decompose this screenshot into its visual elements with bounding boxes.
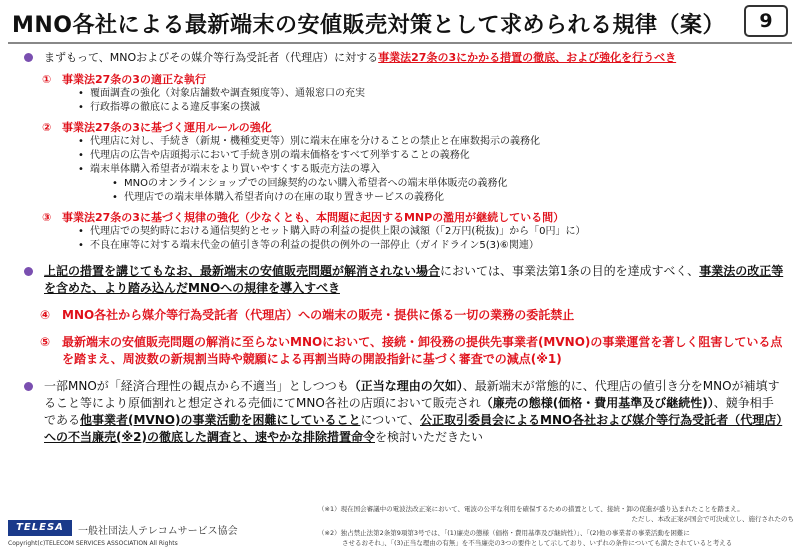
measure-item-1 (24, 72, 784, 87)
sub-point-text: 代理店の広告や店頭掲示において手続き別の端末価格をすべて列挙することの義務化 (90, 150, 470, 161)
bullet3-emphasis: 公正取引委員会によるMNO各社および媒介等行為受託者（代理店）への不当廉売(※2)の徹底した調査と、速やかな排除措置命令 (44, 413, 783, 444)
bullet-item-3 (24, 378, 784, 446)
sub-sub-point (24, 191, 784, 205)
sub-sub-point (24, 177, 784, 191)
footnote-1-line-1: （※1）現在国会審議中の電波法改正案において、電波の公平な利用を確保するための措置として、接続・卸の促進が盛り込まれたことを踏まえ。 (318, 505, 744, 513)
item-number: ④ (40, 308, 51, 322)
title-bar (0, 0, 800, 46)
item-number: ① (42, 73, 52, 86)
footnotes (318, 504, 794, 548)
copyright-text: Copyright(c)TELECOM SERVICES ASSOCIATION All Rights (8, 540, 178, 547)
sub-point-text: 代理店での契約時における通信契約とセット購入時の利益の提供上限の減額（「2万円(税抜)」から「0円」に） (90, 226, 586, 237)
sub-point (24, 87, 784, 101)
bullet-dot-icon (24, 267, 33, 276)
page-number-badge: 9 (744, 5, 788, 37)
measure-item-3 (24, 210, 784, 225)
bullet3-text: を検討いただきたい (375, 430, 484, 444)
item-title: 事業法27条の3の適正な執行 (62, 73, 206, 86)
small-bullet-icon: • (78, 150, 84, 161)
bullet3-text: 、最新端末が常態的に、代理店の値引き分をMNOが補填すること等により原価割れと想定される売価にてMNO各社の店頭において販売され (44, 379, 780, 410)
bullet3-text: 、競争相手である (44, 396, 774, 427)
sub-sub-point-text: 代理店での端末単体購入希望者向けの在庫の取り置きサービスの義務化 (124, 192, 444, 203)
bullet2-middle: においては、事業法第1条の目的を達成すべく、 (440, 264, 700, 278)
item-title: 事業法27条の3に基づく規律の強化（少なくとも、本問題に起因するMNPの濫用が継続している間） (62, 211, 565, 224)
sub-sub-point-text: MNOのオンラインショップでの回線契約のない購入希望者への端末単体販売の義務化 (124, 178, 508, 189)
sub-point (24, 163, 784, 177)
small-bullet-icon: • (78, 102, 84, 113)
small-bullet-icon: • (112, 192, 118, 203)
bullet1-emphasis: 事業法27条の3にかかる措置の徹底、および強化を行うべき (378, 51, 677, 64)
small-bullet-icon: • (78, 88, 84, 99)
measure-item-5 (24, 334, 784, 368)
sub-point-text: 行政指導の徹底による違反事案の撲滅 (90, 102, 260, 113)
bullet3-text: について、 (360, 413, 420, 427)
measure-item-4 (24, 307, 784, 324)
bullet-dot-icon (24, 382, 33, 391)
sub-point-text: 不良在庫等に対する端末代金の値引き等の利益の提供の例外の一部停止（ガイドライン5(3)⑥関連） (90, 240, 539, 251)
small-bullet-icon: • (78, 136, 84, 147)
main-content (24, 50, 784, 446)
bullet2-emphasis: 上記の措置を講じてもなお、最新端末の安値販売問題が解消されない場合 (44, 264, 441, 278)
bullet-dot-icon (24, 53, 33, 62)
organization-name: 一般社団法人テレコムサービス協会 (78, 526, 238, 537)
telesa-logo: TELESA (8, 520, 72, 536)
item-text: MNO各社から媒介等行為受託者（代理店）への端末の販売・提供に係る一切の業務の委託禁止 (62, 308, 575, 322)
bullet3-emphasis: 他事業者(MVNO)の事業活動を困難にしていること (80, 413, 361, 427)
small-bullet-icon: • (78, 226, 84, 237)
item-text: 最新端末の安値販売問題の解消に至らないMNOにおいて、接続・卸役務の提供先事業者(MVNO)の事業運営を著しく阻害している点を踏まえ、周波数の新規割当時や競願による再割当時の開設指針に基づく審査での減点(※1) (62, 335, 783, 366)
sub-point-text: 端末単体購入希望者が端末をより買いやすくする販売方法の導入 (90, 164, 380, 175)
footnote-2-line-1: （※2）独占禁止法第2条第9項第3号では、「(1)廉売の態様（価格・費用基準及び継続性）」、「(2)他の事業者の事業活動を困難に (318, 529, 690, 537)
sub-point (24, 101, 784, 115)
item-number: ③ (42, 211, 52, 224)
bullet-item-2 (24, 263, 784, 297)
bullet-item-1 (24, 50, 784, 66)
title-divider (8, 42, 792, 44)
footnote-1-line-2: ただし、本改正案が国会で可決成立し、施行されたのち (631, 515, 794, 523)
sub-point (24, 225, 784, 239)
bullet3-text: 一部MNOが「経済合理性の観点から不適当」としつつも (44, 379, 349, 393)
footnote-2-line-2: させるおそれ」、「(3)正当な理由の有無」を不当廉売の3つの要件として示しており、いずれの条件についても満たされていると考える (342, 539, 733, 547)
bullet3-emphasis: （廉売の態様(価格・費用基準及び継続性)） (480, 396, 714, 410)
item-number: ② (42, 121, 52, 134)
sub-point (24, 135, 784, 149)
bullet2-emphasis-2: 事業法の改正等を含めた、より踏み込んだMNOへの規律を導入すべき (44, 264, 784, 295)
page-title: MNO各社による最新端末の安値販売対策として求められる規律（案） (12, 13, 726, 38)
measure-item-2 (24, 120, 784, 135)
small-bullet-icon: • (112, 178, 118, 189)
sub-point (24, 239, 784, 253)
item-title: 事業法27条の3に基づく運用ルールの強化 (62, 121, 272, 134)
sub-point-text: 代理店に対し、手続き（新規・機種変更等）別に端末在庫を分けることの禁止と在庫数掲示の義務化 (90, 136, 540, 147)
bullet3-emphasis: （正当な理由の欠如） (348, 379, 463, 393)
bullet1-lead: まずもって、MNOおよびその媒介等行為受託者（代理店）に対する (44, 51, 379, 64)
sub-point (24, 149, 784, 163)
item-number: ⑤ (40, 335, 51, 349)
sub-point-text: 覆面調査の強化（対象店舗数や調査頻度等）、通報窓口の充実 (90, 88, 365, 99)
small-bullet-icon: • (78, 240, 84, 251)
small-bullet-icon: • (78, 164, 84, 175)
footer-logo-block (4, 516, 304, 552)
